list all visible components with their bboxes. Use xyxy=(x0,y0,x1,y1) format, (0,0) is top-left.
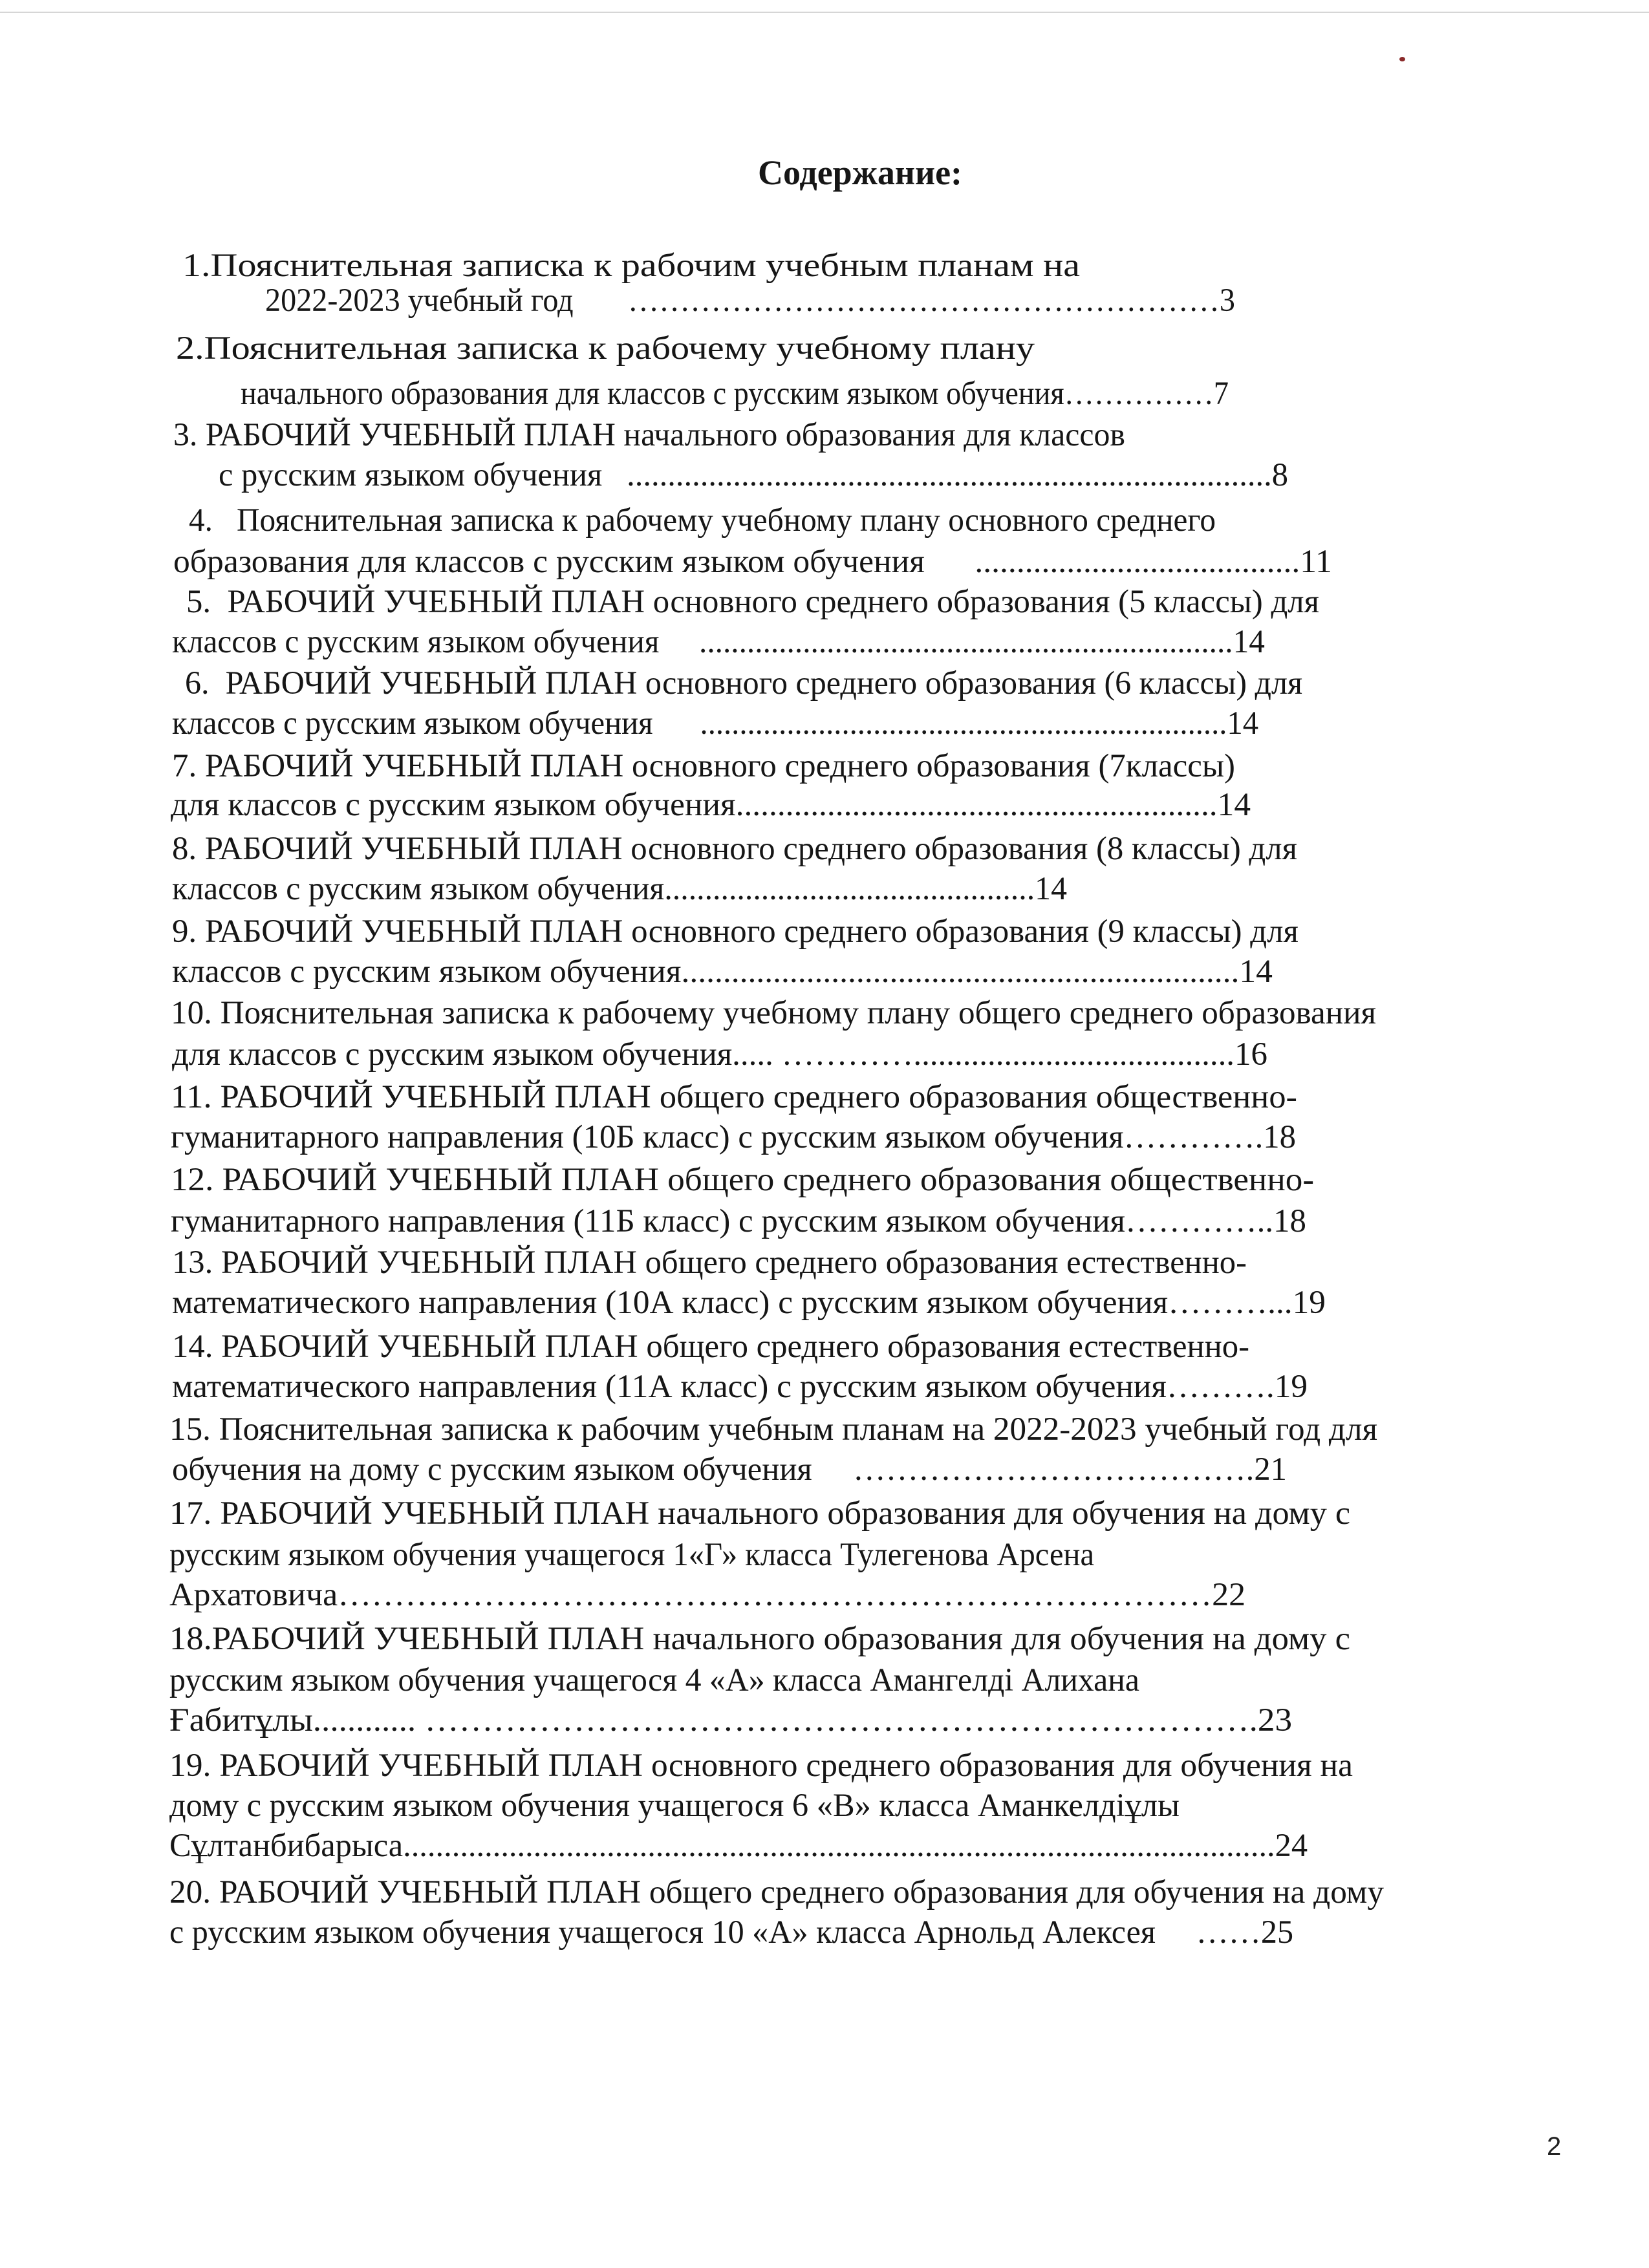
toc-line xyxy=(172,707,1311,740)
toc-line-text: 2022-2023 учебный год …………………………………………………3 xyxy=(265,283,1235,319)
toc-line-text: 9. РАБОЧИЙ УЧЕБНЫЙ ПЛАН основного среднего образования (9 классы) для xyxy=(172,914,1299,950)
toc-line xyxy=(171,1205,1308,1238)
toc-line-text: обучения на дому с русским языком обучения ……………………………….21 xyxy=(172,1451,1287,1488)
toc-line xyxy=(176,330,1035,367)
toc-line xyxy=(172,1369,1308,1405)
toc-line-text: 20. РАБОЧИЙ УЧЕБНЫЙ ПЛАН общего среднего образования для обучения на дому xyxy=(169,1874,1384,1910)
toc-line xyxy=(172,750,1237,783)
toc-line xyxy=(172,833,1302,866)
toc-line-text: Ғабитұлы............ ……………………………………………………………….23 xyxy=(169,1702,1293,1738)
toc-line-text: 14. РАБОЧИЙ УЧЕБНЫЙ ПЛАН общего среднего образования естественно- xyxy=(172,1329,1249,1365)
page-number: 2 xyxy=(1547,2132,1562,2161)
scan-speck xyxy=(1399,57,1405,61)
toc-line xyxy=(172,1246,1256,1279)
toc-line-text: 11. РАБОЧИЙ УЧЕБНЫЙ ПЛАН общего среднего образования общественно- xyxy=(171,1079,1297,1115)
toc-line xyxy=(171,995,1377,1031)
toc-line xyxy=(171,1079,1297,1115)
toc-line-text: классов с русским языком обучения ...................................................................14 xyxy=(172,624,1265,660)
toc-line-text: 1.Пояснительная записка к рабочим учебным планам на xyxy=(182,248,1080,284)
toc-line xyxy=(169,1830,1321,1863)
toc-line xyxy=(173,544,1332,580)
toc-line-text: гуманитарного направления (10Б класс) с русским языком обучения………….18 xyxy=(171,1119,1297,1155)
toc-line xyxy=(172,1038,1269,1071)
toc-line-text: начального образования для классов с русским языком обучения……………7 xyxy=(241,376,1229,412)
toc-line xyxy=(169,1748,1353,1784)
toc-line xyxy=(172,1453,1295,1486)
toc-line-text: математического направления (10А класс) с русским языком обучения………...19 xyxy=(172,1285,1326,1321)
toc-line xyxy=(169,1539,1141,1572)
toc-line-text: 8. РАБОЧИЙ УЧЕБНЫЙ ПЛАН основного среднего образования (8 классы) для xyxy=(172,831,1297,867)
toc-line-text: русским языком обучения учащегося 4 «А» класса Амангелді Алихана xyxy=(169,1662,1139,1698)
toc-line xyxy=(172,1331,1256,1364)
toc-line xyxy=(172,873,1088,906)
toc-line-text: с русским языком обучения ...............................................................................8 xyxy=(219,457,1288,493)
toc-line-text: 10. Пояснительная записка к рабочему учебному плану общего среднего образования xyxy=(171,995,1377,1031)
toc-line-text: 17. РАБОЧИЙ УЧЕБНЫЙ ПЛАН начального образования для обучения на дому с xyxy=(169,1495,1351,1532)
toc-line-text: для классов с русским языком обучения..... ………….......................................16 xyxy=(172,1036,1267,1073)
toc-line xyxy=(169,1790,1191,1823)
toc-line xyxy=(172,1285,1326,1321)
toc-line-text: Сұлтанбибарыса...........................................................................................................24 xyxy=(169,1828,1308,1864)
toc-line-text: 18.РАБОЧИЙ УЧЕБНЫЙ ПЛАН начального образования для обучения на дому с xyxy=(169,1621,1350,1657)
toc-line xyxy=(169,1702,1293,1738)
toc-line xyxy=(169,1411,1378,1448)
toc-line-text: 12. РАБОЧИЙ УЧЕБНЫЙ ПЛАН общего среднего образования общественно- xyxy=(171,1162,1315,1198)
toc-line xyxy=(186,586,1324,619)
toc-line xyxy=(185,667,1323,700)
toc-line-text: образования для классов с русским языком обучения .......................................11 xyxy=(173,544,1332,580)
toc-line xyxy=(171,1162,1315,1198)
toc-line-text: 5. РАБОЧИЙ УЧЕБНЫЙ ПЛАН основного среднего образования (5 классы) для xyxy=(186,584,1319,620)
toc-line-text: дому с русским языком обучения учащегося 6 «В» класса Аманкелдіұлы xyxy=(169,1788,1180,1824)
scan-edge-line xyxy=(0,12,1649,13)
toc-line xyxy=(172,626,1303,659)
toc-line xyxy=(173,419,1147,452)
toc-line-text: 7. РАБОЧИЙ УЧЕБНЫЙ ПЛАН основного среднего образования (7классы) xyxy=(172,748,1235,784)
toc-line xyxy=(169,1577,1246,1613)
page-title: Содержание: xyxy=(757,153,963,192)
toc-line-text: классов с русским языком обучения..............................................14 xyxy=(172,871,1067,907)
toc-line-text: 19. РАБОЧИЙ УЧЕБНЫЙ ПЛАН основного среднего образования для обучения на xyxy=(169,1748,1353,1784)
toc-line-text: Архатовича……………………………………………………………………22 xyxy=(169,1577,1246,1613)
toc-line xyxy=(189,504,1251,537)
toc-line-text: 13. РАБОЧИЙ УЧЕБНЫЙ ПЛАН общего среднего образования естественно- xyxy=(172,1245,1247,1281)
toc-line-text: 6. РАБОЧИЙ УЧЕБНЫЙ ПЛАН основного среднего образования (6 классы) для xyxy=(185,665,1303,701)
toc-line xyxy=(172,954,1273,990)
toc-line xyxy=(169,1495,1351,1532)
toc-line xyxy=(182,248,1080,284)
toc-line xyxy=(219,459,1299,492)
toc-line-text: 2.Пояснительная записка к рабочему учебному плану xyxy=(176,330,1035,367)
toc-line xyxy=(171,1121,1301,1154)
toc-line-text: 3. РАБОЧИЙ УЧЕБНЫЙ ПЛАН начального образования для классов xyxy=(173,417,1125,453)
toc-line xyxy=(171,787,1251,823)
toc-line xyxy=(265,284,1292,317)
toc-line xyxy=(241,378,1330,411)
toc-line-text: гуманитарного направления (11Б класс) с русским языком обучения…………..18 xyxy=(171,1203,1306,1239)
toc-line xyxy=(169,1621,1350,1657)
toc-line xyxy=(169,1664,1163,1697)
toc-line xyxy=(169,1916,1313,1949)
toc-line xyxy=(172,915,1302,948)
toc-line-text: математического направления (11А класс) с русским языком обучения……….19 xyxy=(172,1369,1308,1405)
toc-line-text: 15. Пояснительная записка к рабочим учебным планам на 2022-2023 учебный год для xyxy=(169,1411,1378,1448)
toc-line-text: классов с русским языком обучения...................................................................14 xyxy=(172,954,1273,990)
toc-line-text: 4. Пояснительная записка к рабочему учебному плану основного среднего xyxy=(189,502,1216,539)
toc-line xyxy=(169,1874,1384,1910)
toc-line-text: с русским языком обучения учащегося 10 «А» класса Арнольд Алексея ……25 xyxy=(169,1914,1294,1951)
toc-line-text: для классов с русским языком обучения..........................................................14 xyxy=(171,787,1251,823)
toc-line-text: русским языком обучения учащегося 1«Г» класса Тулегенова Арсена xyxy=(169,1537,1095,1573)
toc-line-text: классов с русским языком обучения ...................................................................14 xyxy=(172,705,1259,742)
